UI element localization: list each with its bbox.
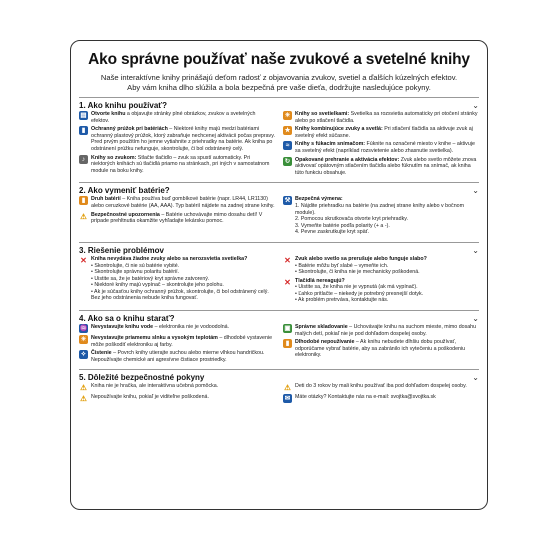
cross-icon: ✕ <box>284 277 291 287</box>
list-item: ⚠ Nepoužívajte knihu, pokiaľ je viditeľne poškodená. <box>80 394 209 404</box>
battery-icon: ▮ <box>283 339 292 348</box>
list-item: ⚠ Deti do 3 rokov by mali knihu používať iba pod dohľadom dospelej osoby. <box>284 383 467 393</box>
list-item: ♒ Nevystavujte knihu vode – elektronika nie je vodoodolná. <box>79 324 230 333</box>
warning-icon: ⚠ <box>80 394 87 404</box>
cleaning-icon: ✧ <box>80 351 87 359</box>
speaker-icon: ♪ <box>79 155 88 164</box>
warning-icon: ⚠ <box>80 383 87 393</box>
section-heading: 2. Ako vymeniť batérie? <box>79 186 170 196</box>
blow-sensor-icon: ≈ <box>283 141 292 150</box>
chevron-down-icon[interactable]: ⌄ <box>472 373 479 383</box>
list-item: ▮ Druh batérií – Kniha používa buď gombíkové batérie (napr. LR44, LR1130) alebo ceruzkové batérie (AA, AAA). Typ batérií nájdete na zadnej strane knihy. <box>79 196 275 209</box>
section-heading: 3. Riešenie problémov <box>79 245 164 255</box>
water-icon: ♒ <box>79 325 88 333</box>
list-item: ☀ Nevystavujte priamemu slnku a vysokým teplotám – dlhodobé vystavenie môže poškodiť elektroniku aj farby. <box>80 335 273 348</box>
repeat-icon: ↻ <box>284 157 291 165</box>
battery-icon: ▮ <box>79 196 88 205</box>
list-item: ☀ Knihy so svetielkami: Svetielka sa rozsvietia automaticky pri otočení stránky alebo po stlačení tlačidla. <box>284 111 478 124</box>
list-item: ♪ Knihy so zvukom: Stlačte tlačidlo – zvuk sa spustí automaticky. Pri niektorých knihách sú tlačidlá priamo na stránkach, pri iných v samostatnom module na boku knihy. <box>79 155 275 175</box>
sun-icon: ☀ <box>80 336 87 344</box>
list-item: ✕ Zvuk alebo svetlo sa prerušuje alebo funguje slabo? • Batérie môžu byť slabé – vymeňte ich. • Skontrolujte, či kniha nie je mechanicky poškodená. <box>284 255 427 276</box>
sound-light-icon: ★ <box>284 127 291 135</box>
book-icon: ▤ <box>80 112 87 119</box>
intro-line: Naše interaktívne knihy prinášajú deťom radosť z objavovania zvukov, svetiel a ďalších kúzelných efektov. <box>100 73 458 82</box>
intro <box>79 73 479 93</box>
section-heading: 4. Ako sa o knihu starať? <box>79 314 175 324</box>
light-icon: ☀ <box>284 112 291 119</box>
section-heading: 5. Dôležité bezpečnostné pokyny <box>79 373 205 383</box>
screwdriver-icon: ⚒ <box>284 197 291 205</box>
list-item: ↻ Opakované prehranie a aktivácia efektov: Zvuk alebo svetlo môžete znova aktivovať opätovným stlačením tlačidla alebo fúknutím na snímač, ak kniha túto funkciu obsahuje. <box>284 156 477 176</box>
list-item: ✕ Kniha nevydáva žiadne zvuky alebo sa nerozsvietia svetielka? • Skontrolujte, či nie sú batérie vybité. • Skontrolujte správnu polaritu batérií. • Uistite sa, že je batériový kryt správne zatvorený. • Niektoré knihy majú vypínač – skontrolujte jeho polohu. • Ak je súčasťou knihy ochranný prúžok, skontrolujte, či bol odstránený celý. Bez jeho odstránenia nebude kniha fungovať. <box>80 255 269 302</box>
section-troubleshooting <box>79 242 479 306</box>
list-item: ≈ Knihy s fúkacím snímačom: Fúknite na označené miesto v knihe – aktivuje sa svetelný efekt (napríklad rozsvietenie alebo zhasnutie svetielka). <box>283 141 479 154</box>
contact-item[interactable]: ✉ Máte otázky? Kontaktujte nás na e-mail: svojtka@svojtka.sk <box>284 394 436 403</box>
warning-icon: ⚠ <box>80 211 87 221</box>
chevron-down-icon[interactable]: ⌄ <box>472 314 479 324</box>
cross-icon: ✕ <box>284 255 291 265</box>
chevron-down-icon[interactable]: ⌄ <box>472 245 479 255</box>
list-item: ✕ Tlačidlá nereagujú? • Uistite sa, že kniha nie je vypnutá (ak má vypínač). • Ľahko pritlačte – niekedy je potrebný presnejší dotyk. • Ak problém pretrváva, kontaktujte nás. <box>284 277 424 304</box>
mail-icon: ✉ <box>284 395 291 403</box>
page-title: Ako správne používať naše zvukové a svetelné knihy <box>88 51 470 68</box>
list-item: ▤ Otvorte knihu a objavujte stránky plné obrázkov, zvukov a svetelných efektov. <box>80 111 256 124</box>
list-item: ▣ Správne skladovanie – Uchovávajte knihu na suchom mieste, mimo dosahu malých detí, pokiaľ nie je pod dohľadom dospelej osoby. <box>284 324 477 337</box>
chevron-down-icon[interactable]: ⌄ <box>472 101 479 110</box>
list-item: ★ Knihy kombinujúce zvuky a svetlá: Pri stlačení tlačidla sa aktivuje zvuk aj svetelný efekt súčasne. <box>284 126 473 139</box>
warning-icon: ⚠ <box>284 383 291 393</box>
intro-line: Aby vám kniha dlho slúžila a bola bezpečná pre vaše dieťa, dodržujte nasledujúce pokyny. <box>127 83 431 92</box>
list-item: ⚠ Kniha nie je hračka, ale interaktívna učebná pomôcka. <box>80 383 219 393</box>
list-item: ▮ Ochranný prúžok pri batériách – Niektoré knihy majú medzi batériami ochranný plastový prúžok, ktorý zabraňuje nechcenej aktivácii počas prepravy. Pred prvým použitím ho jemne vytiahnite z priehradky na batérie. Ak kniha po odstránení prúžku nefunguje, skontrolujte, či bol odstránený celý. <box>79 126 275 152</box>
list-item: ✧ Čistenie – Povrch knihy utierajte suchou alebo mierne vlhkou handričkou. Nepoužívajte chemické ani agresívne čistiace prostriedky. <box>80 350 265 363</box>
section-how-to-use <box>79 97 479 178</box>
battery-icon: ▮ <box>79 126 88 135</box>
instruction-card <box>70 40 488 510</box>
section-heading: 1. Ako knihu používať? <box>79 101 167 110</box>
storage-icon: ▣ <box>284 325 291 333</box>
section-safety <box>79 369 479 405</box>
list-item: ⚒ Bezpečná výmena: 1. Nájdite priehradku na batérie (na zadnej strane knihy alebo v bočnom module). 2. Pomocou skrutkovača otvorte kryt priehradky. 3. Vymeňte batérie podľa polarity (+ a -). 4. Pevne zaskrutkujte kryt späť. <box>284 196 465 236</box>
list-item: ▮ Dlhodobé nepoužívanie – Ak knihu nebudete dlhšiu dobu používať, odporúčame vybrať batérie, aby sa zabránilo ich vytečeniu a poškodeniu elektroniky. <box>283 339 479 359</box>
chevron-down-icon[interactable]: ⌄ <box>472 186 479 196</box>
section-care <box>79 310 479 365</box>
list-item: ⚠ Bezpečnostné upozornenia – Batérie uchovávajte mimo dosahu detí! V prípade prehltnutia okamžite vyhľadajte lekársku pomoc. <box>80 211 263 225</box>
section-batteries <box>79 182 479 238</box>
cross-icon: ✕ <box>80 255 87 265</box>
